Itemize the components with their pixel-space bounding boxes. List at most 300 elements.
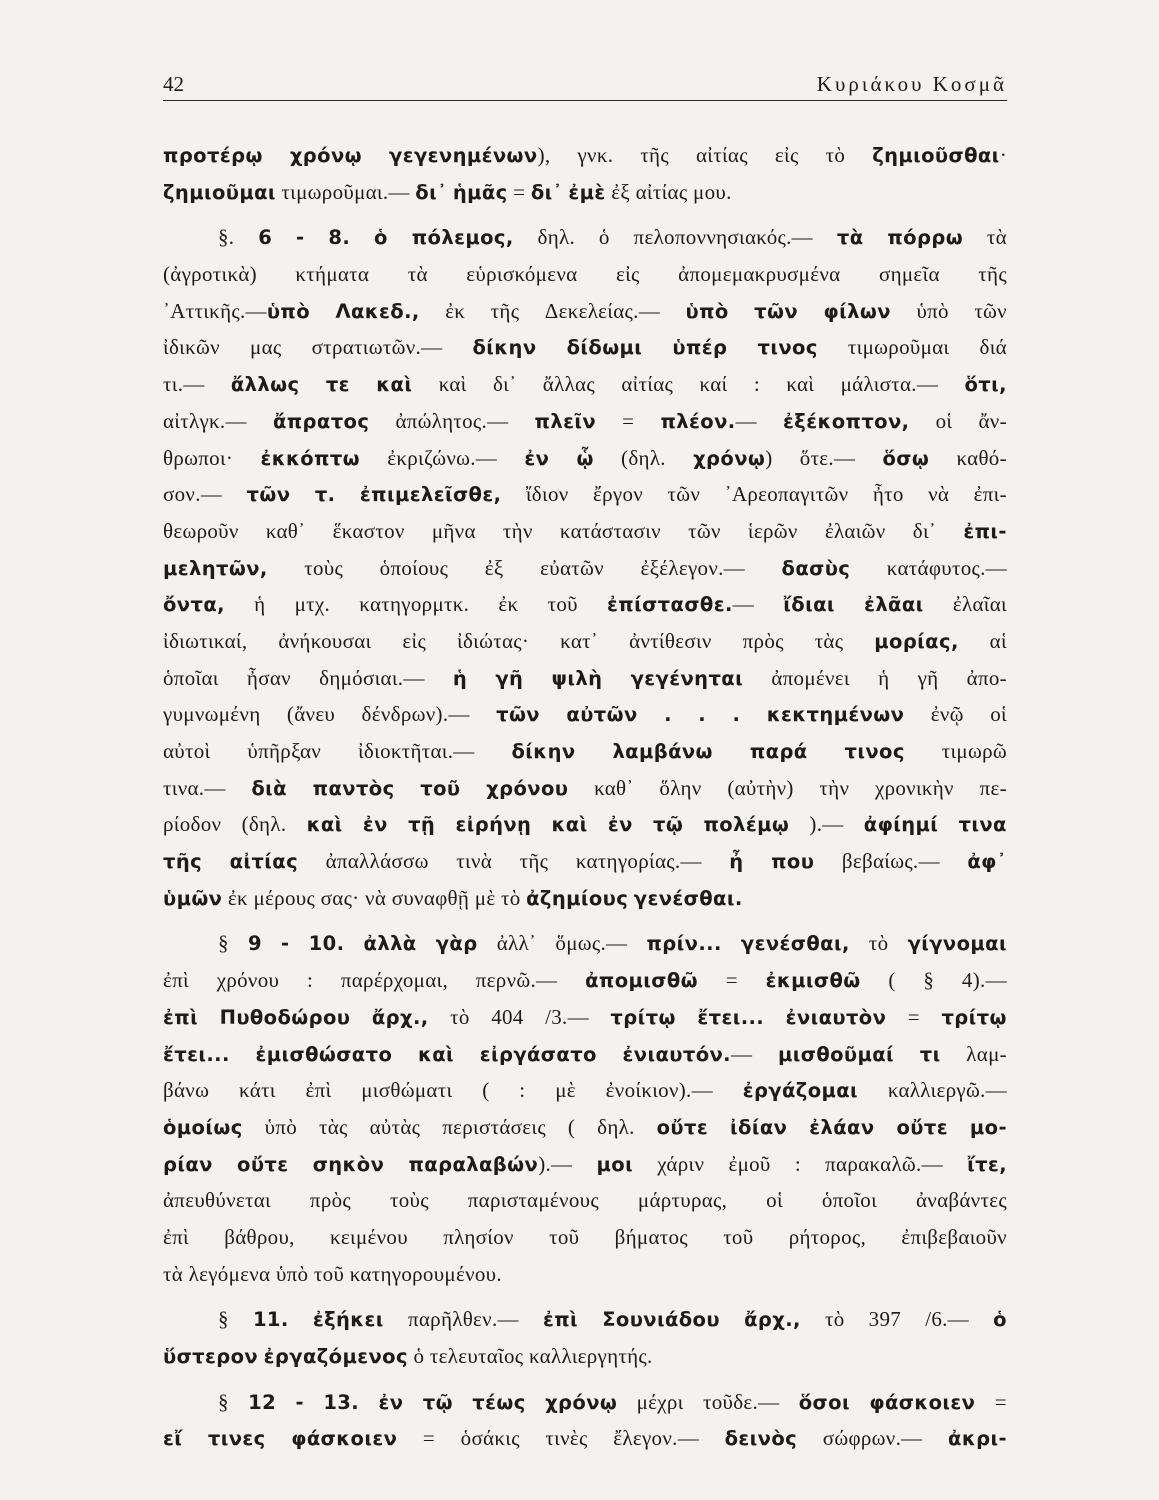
word: τῶν <box>667 482 701 507</box>
word: . <box>698 703 707 727</box>
word: /6.— <box>925 1307 969 1332</box>
word: 404 <box>491 1004 524 1029</box>
word: δασὺς <box>781 556 851 580</box>
word: ἐν <box>378 1390 404 1414</box>
word: που <box>771 850 815 874</box>
word: §. <box>218 225 235 250</box>
word: τέως <box>472 1390 526 1414</box>
word: ἐπὶ <box>163 968 189 993</box>
word: μὲ <box>555 1078 576 1103</box>
text-line <box>163 925 1007 962</box>
word: οἱ <box>766 1188 783 1213</box>
word: : <box>753 372 760 397</box>
word: τινὲς <box>545 1426 588 1451</box>
word: νὰ <box>365 885 387 910</box>
word: ζημιοῦμαι <box>163 180 276 204</box>
word: καὶ <box>438 372 467 397</box>
word: κατ᾿ <box>560 628 599 653</box>
word: αὐτὰς <box>369 1114 421 1139</box>
word: Δεκελείας.— <box>544 298 661 323</box>
word: ἐπὶ <box>163 1224 189 1249</box>
word: τοῦ <box>420 776 461 800</box>
word: σον.— <box>163 482 223 507</box>
word: ἀπαλλάσσω <box>325 849 429 874</box>
word: πολέμῳ <box>703 813 790 837</box>
word: καὶ <box>551 813 588 837</box>
text-line <box>163 962 1007 999</box>
word: τὰ <box>163 1261 184 1286</box>
word: ἐξήκει <box>312 1308 384 1332</box>
word: ἐν <box>362 813 388 837</box>
word: οὔτε <box>237 1152 289 1176</box>
text-line <box>163 733 1007 770</box>
word: δίκην <box>511 740 576 763</box>
word: δι᾿ <box>530 180 563 204</box>
word: παρά <box>749 740 808 763</box>
page-header <box>163 66 1007 101</box>
word: θεωροῦν <box>163 518 239 543</box>
word: (δηλ. <box>241 812 287 837</box>
word: ).— <box>809 812 844 837</box>
word: μορίας, <box>874 629 959 653</box>
word: εἰς <box>615 262 640 287</box>
word: ὄντα, <box>163 593 225 617</box>
word: εἴ <box>163 1427 183 1451</box>
word: ὅμως.— <box>555 931 628 956</box>
word: μάρτυρας, <box>637 1188 728 1213</box>
word: ρίοδον <box>163 812 222 837</box>
text-line <box>163 403 1007 440</box>
word: κεκτημένων <box>766 703 905 727</box>
word: αἰτίας <box>635 179 688 204</box>
running-head: Κυριάκου Κοσμᾶ <box>816 72 1007 96</box>
page-number: 42 <box>163 72 184 96</box>
word: καί <box>699 372 728 397</box>
word: τι.— <box>163 372 205 397</box>
word: πελοποννησιακός.— <box>633 225 813 250</box>
word: χάριν <box>657 1151 705 1176</box>
word: τοῦδε.— <box>703 1389 780 1414</box>
word: τοῦ <box>723 1224 754 1249</box>
word: βήματος <box>614 1224 688 1249</box>
word: τὸ <box>824 1307 845 1332</box>
text-line <box>163 660 1007 697</box>
word: εἰς <box>402 628 427 653</box>
word: ὑπὸ <box>275 1261 309 1286</box>
word: : <box>306 968 314 993</box>
word: μὲ <box>474 885 496 910</box>
text-line <box>163 843 1007 880</box>
word: 13. <box>323 1390 360 1414</box>
word: αὐτοὶ <box>163 739 211 763</box>
word: καὶ <box>376 373 413 397</box>
word: χρόνῳ <box>545 1390 618 1414</box>
word: εἰργάσατο <box>479 1042 597 1066</box>
word: ἔργον <box>592 482 644 507</box>
word: ἕκαστον <box>332 518 405 543</box>
word: τῶν <box>688 518 721 543</box>
word: οὔτε <box>656 1115 709 1139</box>
word: ὁ <box>374 226 388 250</box>
word: 8. <box>328 226 351 250</box>
word: τινος <box>757 336 818 360</box>
word: ἔτει... <box>163 1042 230 1066</box>
word: τὸ <box>868 931 889 956</box>
word: ἀλλ᾿ <box>496 931 537 956</box>
word: τῆς <box>163 850 203 874</box>
word: μο- <box>969 1115 1007 1139</box>
word: δηλ. <box>597 1114 635 1139</box>
word: = <box>513 179 526 204</box>
word: ἐπιμελεῖσθε, <box>359 483 502 507</box>
word: ἐξέλεγον.— <box>640 555 745 580</box>
word: καθ᾿ <box>594 775 634 800</box>
word: . <box>664 703 672 727</box>
text-line <box>163 1256 1007 1293</box>
word: βάθρου, <box>224 1224 295 1249</box>
word: ὑπὸ <box>685 299 729 323</box>
word: ἀντίθεσιν <box>629 628 712 653</box>
word: μοι <box>596 1152 634 1176</box>
text-line <box>163 999 1007 1036</box>
word: ἰδικῶν <box>163 335 220 360</box>
text-line <box>163 1420 1007 1457</box>
word: ἱερῶν <box>747 518 798 543</box>
word: παρέρχομαι, <box>340 968 449 993</box>
word: ἦ <box>729 850 744 874</box>
word: ἐμὲ <box>568 180 606 204</box>
word: ὁμοίως <box>163 1115 243 1139</box>
word: - <box>296 226 305 250</box>
word: σηκὸν <box>312 1152 385 1176</box>
word: αἰτίας <box>621 372 674 397</box>
text-line <box>163 1384 1007 1421</box>
word: τῆς <box>978 262 1007 287</box>
word: ἴτε, <box>967 1152 1007 1176</box>
word: § <box>218 931 229 956</box>
text-line <box>163 1182 1007 1219</box>
word: ἐμοῦ <box>728 1151 771 1176</box>
word: ὕστερον <box>163 1345 259 1368</box>
word: Πυθοδώρου <box>219 1005 351 1029</box>
word: σημεῖα <box>878 262 940 287</box>
word: ὅτι, <box>964 373 1007 397</box>
text-line <box>163 1036 1007 1073</box>
word: δι᾿ <box>415 180 448 204</box>
word: τῇ <box>408 813 436 837</box>
word: ( <box>567 1114 576 1139</box>
word: γενέσθαι. <box>633 886 743 910</box>
word: φάσκοιεν <box>869 1390 976 1414</box>
word: γεγενημένων), <box>389 143 551 167</box>
word: Λακεδ., <box>335 299 420 323</box>
text-line <box>163 219 1007 256</box>
word: φίλων <box>823 299 891 323</box>
word: 397 <box>868 1307 902 1332</box>
word: ᾧ <box>576 446 594 470</box>
word: ἀζημίους <box>526 886 629 910</box>
word: δι᾿ <box>492 372 517 397</box>
text-line <box>163 1072 1007 1109</box>
word: μῆνα <box>431 518 476 543</box>
word: ἀπώλητος.— <box>395 408 509 433</box>
word: καὶ <box>786 372 815 397</box>
word: τὰ <box>407 262 428 287</box>
word: ἀφ᾿ <box>967 850 1007 874</box>
word: διὰ <box>251 776 287 800</box>
word: τρίτῳ <box>610 1005 676 1029</box>
word: μας <box>250 335 282 360</box>
word: τῶν <box>246 483 291 507</box>
word: ἐπι- <box>973 482 1007 507</box>
word: κατηγορμτκ. <box>359 592 470 617</box>
word: αἰτλγκ.— <box>163 408 247 433</box>
word: ἐκκόπτω <box>260 446 361 470</box>
word: ὁ <box>993 1308 1007 1332</box>
word: ἐμισθώσατο <box>255 1042 393 1066</box>
word: ἀνήκουσαι <box>278 628 372 653</box>
word: δίδωμι <box>566 336 643 360</box>
word: ἐκ <box>227 885 248 910</box>
word: αἰτίας <box>695 143 748 167</box>
word: τι <box>919 1042 941 1066</box>
word: (δηλ. <box>621 445 666 470</box>
word: ἐκριζώνω.— <box>387 445 498 470</box>
paragraph-gap <box>163 916 1007 925</box>
word: μελητῶν, <box>163 556 268 580</box>
word: ὅσῳ <box>882 446 930 470</box>
word: ὅτε.— <box>799 445 856 470</box>
word: (αὐτὴν) <box>727 775 794 800</box>
word: = <box>907 1004 920 1029</box>
text-line <box>163 137 1007 174</box>
word: 6 <box>258 226 273 250</box>
word: μέρους <box>253 885 316 910</box>
word: ὁ <box>598 225 610 250</box>
word: σας· <box>320 885 360 910</box>
word: ὑπέρ <box>672 336 728 360</box>
word: ρίαν <box>163 1152 213 1176</box>
word: ἐνοίκιον).— <box>605 1078 713 1103</box>
word: μου. <box>693 179 732 204</box>
word: τρίτῳ <box>941 1005 1007 1029</box>
word: ἐξέκοπτον, <box>783 409 910 433</box>
word: ἰδιωτικαί, <box>163 628 248 653</box>
word: νὰ <box>928 482 950 507</box>
text-line <box>163 440 1007 477</box>
text-line <box>163 1146 1007 1183</box>
word: παντὸς <box>312 776 395 800</box>
word: πρίν... <box>646 932 722 956</box>
word: κατηγορίας.— <box>575 849 702 874</box>
word: ὁ <box>413 1344 425 1368</box>
word: ἡ <box>452 666 468 690</box>
word: ἦσαν <box>246 665 291 690</box>
word: χρόνῳ <box>289 144 362 167</box>
word: εὐατῶν <box>540 555 604 580</box>
word: συναφθῇ <box>391 885 470 910</box>
word: ὁσάκις <box>460 1426 520 1451</box>
word: ἄρχ., <box>744 1308 801 1332</box>
word: τὴν <box>819 775 850 800</box>
word: . <box>732 703 741 727</box>
word: ὑπῆρξαν <box>247 739 322 763</box>
word: γῆ <box>917 665 939 690</box>
word: ἀπο- <box>966 665 1007 690</box>
word: ἐργάζομαι <box>742 1079 859 1103</box>
word: φάσκοιεν <box>291 1427 398 1451</box>
word: ἔτει... <box>697 1005 765 1029</box>
word: ἔλεγον.— <box>613 1426 699 1451</box>
word: τινα.— <box>163 775 226 800</box>
word: λεγόμενα <box>188 1261 271 1286</box>
text-line <box>163 366 1007 403</box>
word: γυμνωμένη <box>163 702 261 727</box>
word: πρὸς <box>742 628 784 653</box>
word: ᾿Αττικῆς.—ὑπὸ <box>163 298 311 323</box>
word: καὶ <box>306 813 343 837</box>
word: ὁποῖοι <box>821 1188 878 1213</box>
word: γίγνομαι <box>907 932 1007 956</box>
word: § <box>218 1389 229 1414</box>
paragraph-gap <box>163 1375 1007 1384</box>
word: δίκην <box>472 336 537 360</box>
word: τιμωροῦμαι <box>847 335 950 360</box>
word: γνκ. <box>577 143 614 167</box>
word: ἄλλως <box>230 373 300 397</box>
text-line <box>163 623 1007 660</box>
word: ἐλαῖαι <box>952 592 1007 617</box>
word: ἀλλὰ <box>363 932 417 956</box>
text-line <box>163 880 1007 917</box>
word: τε <box>325 373 350 397</box>
word: λαμβάνω <box>612 740 713 763</box>
word: ὑπὸ <box>916 298 949 323</box>
word: τῶν <box>974 298 1007 323</box>
word: προτέρῳ <box>163 144 263 167</box>
word: ἀπομεμακρυσμένα <box>678 262 841 287</box>
word: ἄν- <box>978 408 1007 433</box>
word: ἴδιον <box>525 482 569 507</box>
word: εὑρισκόμενα <box>466 262 578 287</box>
word: τὸ <box>450 1004 470 1029</box>
word: ἰδιώτας· <box>457 628 530 653</box>
word: ἄλλας <box>542 372 595 397</box>
word: κάτι <box>239 1078 276 1103</box>
word: πόλεμος, <box>411 226 514 250</box>
word: σώφρων.— <box>822 1426 923 1451</box>
word: τὰς <box>318 1114 348 1139</box>
word: πρὸς <box>309 1188 352 1213</box>
text-line <box>163 696 1007 733</box>
word: εἰς <box>774 143 799 167</box>
word: πλησίον <box>443 1224 514 1249</box>
text-line <box>163 513 1007 550</box>
word: ἐπὶ <box>305 1078 332 1103</box>
word: τοῦ <box>549 1224 580 1249</box>
word: τῆς <box>519 849 549 874</box>
word: ὑμῶν <box>163 886 223 910</box>
word: ἐνιαυτὸν <box>785 1005 887 1029</box>
word: ἄπρατος <box>272 409 370 433</box>
word: ψιλὴ <box>551 666 603 690</box>
word: τ. <box>314 483 336 507</box>
word: ἐνῷ <box>930 702 964 727</box>
word: 12 <box>248 1390 277 1414</box>
word: ἐπὶ <box>542 1308 579 1332</box>
word: διά <box>979 335 1007 360</box>
word: δένδρων).— <box>361 702 470 727</box>
word: Σουνιάδου <box>602 1308 720 1332</box>
word: καλλιεργητής. <box>528 1344 653 1368</box>
text-line <box>163 1109 1007 1146</box>
word: ἀναβάντες <box>915 1188 1007 1213</box>
word: ἦτο <box>872 482 904 507</box>
text-line <box>163 476 1007 513</box>
text-line <box>163 329 1007 366</box>
word: οἱ <box>990 702 1007 727</box>
text-line <box>163 1219 1007 1256</box>
word: γῆ <box>495 666 524 690</box>
word: τοῦ <box>313 1261 345 1286</box>
word: ἐκμισθῶ <box>765 969 861 993</box>
word: περιστάσεις <box>442 1114 546 1139</box>
word: ἐλᾶαι <box>864 593 924 617</box>
word: χρόνου <box>216 968 280 993</box>
word: οὔτε <box>896 1115 948 1139</box>
word: τῶν <box>496 703 540 727</box>
word: μισθώματι <box>361 1078 453 1103</box>
word: γεγένηται <box>630 666 744 690</box>
word: ἐλάαν <box>809 1115 875 1139</box>
word: 10. <box>308 932 345 956</box>
word: ἐπὶ <box>163 1005 199 1029</box>
word: παρακαλῶ.— <box>825 1151 943 1176</box>
word: τῆς <box>640 143 669 167</box>
paragraph-gap <box>163 210 1007 219</box>
word: ἐργαζόμενος <box>263 1345 408 1368</box>
word: χρόνου <box>486 776 569 800</box>
word: - <box>295 1390 304 1414</box>
word: τοὺς <box>304 555 344 580</box>
paragraph-gap <box>163 1292 1007 1301</box>
word: ἡ <box>254 592 266 617</box>
word: ἀκρι- <box>948 1427 1007 1451</box>
text-line <box>163 806 1007 843</box>
word: § <box>218 1307 229 1332</box>
word: ἐκ <box>498 592 519 617</box>
word: τὸ <box>825 143 846 167</box>
word: χρονικὴν <box>874 775 954 800</box>
word: πλεῖν <box>534 409 597 433</box>
word: : <box>794 1151 801 1176</box>
word: ὁποίους <box>379 555 449 580</box>
word: γὰρ <box>435 932 478 956</box>
word: τὸ <box>501 885 521 910</box>
word: ἡ <box>878 665 890 690</box>
word: τοῦ <box>547 592 578 617</box>
word: ζημιοῦσθαι· <box>872 143 1007 167</box>
word: ἡμᾶς <box>452 180 508 204</box>
word: κατάφυτος.— <box>886 555 1007 580</box>
word: τινες <box>207 1427 266 1451</box>
word: τιμωροῦμαι.— <box>281 179 410 204</box>
word: ( <box>482 1078 490 1103</box>
word: θρωποι· <box>163 445 234 470</box>
word: ἐνιαυτόν.— <box>622 1041 753 1066</box>
word: καθό- <box>956 445 1007 470</box>
text-line <box>163 1301 1007 1338</box>
